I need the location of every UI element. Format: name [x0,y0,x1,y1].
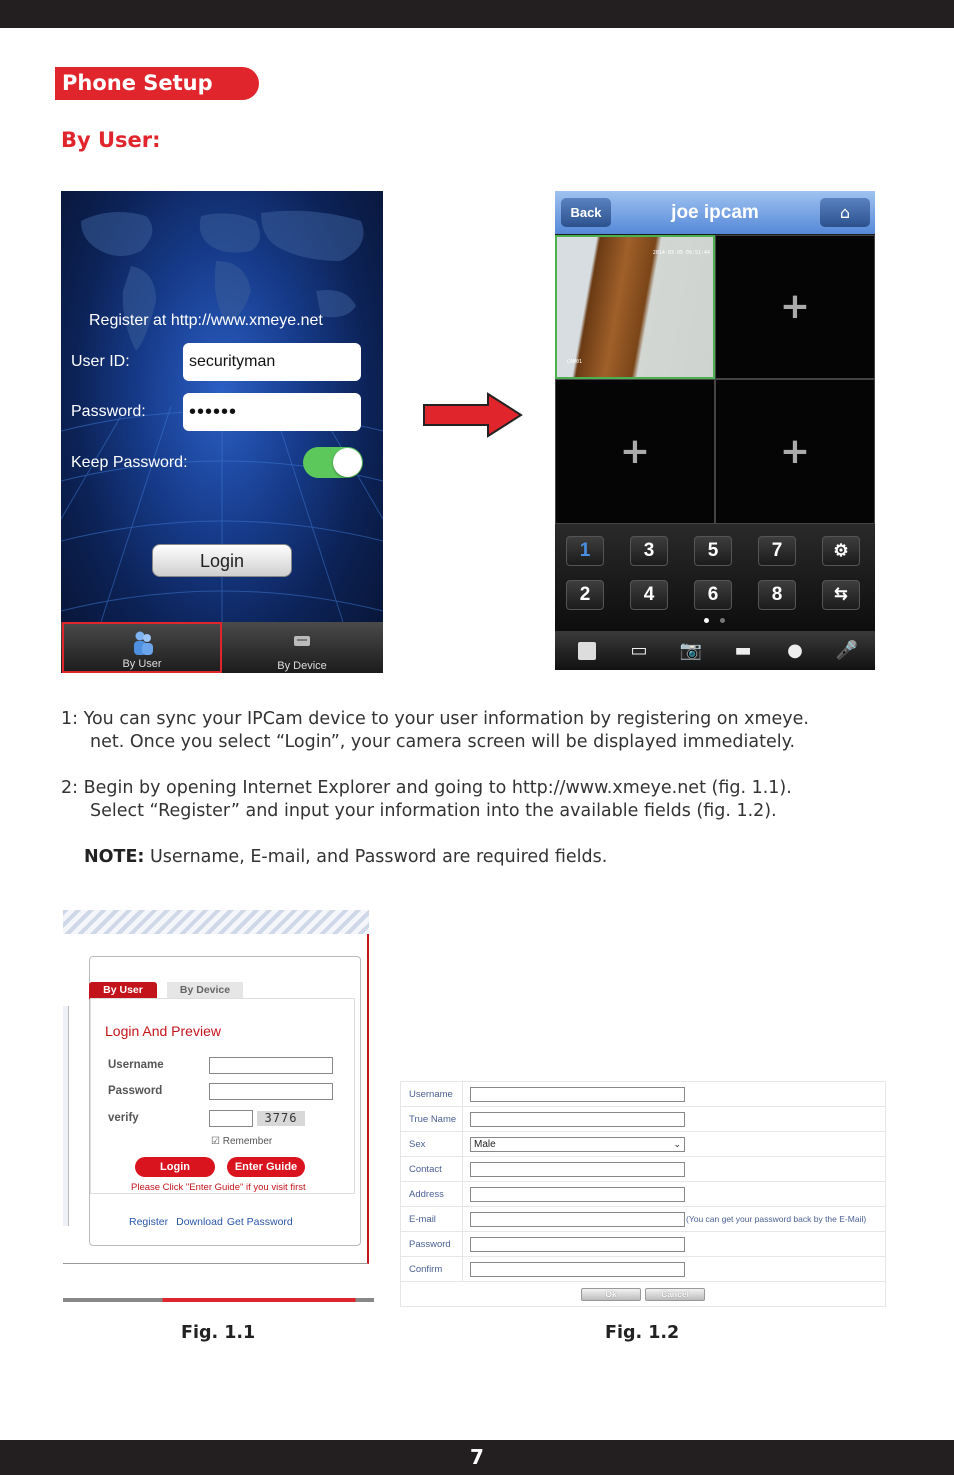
register-text: Register at http://www.xmeye.net [89,312,323,329]
top-bar [0,0,954,28]
note-text: Username, E-mail, and Password are required fields. [144,847,608,867]
true-name-label: True Name [409,1114,457,1125]
step-1 [61,708,809,754]
row-confirm [401,1257,885,1282]
sex-value: Male [474,1139,496,1150]
row-email [401,1207,885,1232]
password-input[interactable] [470,1237,685,1252]
section-title: Phone Setup [55,67,259,100]
email-hint: (You can get your password back by the E-Mail) [686,1214,867,1224]
username-label: Username [108,1059,164,1071]
empty-channel-3[interactable] [555,379,715,524]
username-input[interactable] [209,1057,333,1074]
first-visit-hint: Please Click "Enter Guide" if you visit first [131,1182,306,1193]
switch-arrows-icon[interactable]: ⇆ [822,580,860,610]
user-id-field[interactable]: securityman [183,343,361,381]
password-label: Password: [71,403,146,420]
side-panel [63,1006,69,1226]
tab-by-device[interactable]: By Device [167,982,243,999]
page-dot [720,618,725,623]
note-label: NOTE: [84,847,145,867]
toggle-knob [333,448,362,477]
plus-icon: + [779,286,811,327]
verify-input[interactable] [209,1110,253,1127]
checkbox-icon: ☑ [211,1136,220,1147]
building-banner [63,910,369,934]
row-password [401,1232,885,1257]
home-icon[interactable]: ⌂ [820,198,870,227]
confirm-input[interactable] [470,1262,685,1277]
email-label: E-mail [409,1214,436,1225]
camera-title: joe ipcam [671,202,759,223]
login-title: Login And Preview [105,1023,221,1039]
users-icon [132,630,154,656]
cancel-button[interactable]: Cancel [645,1288,705,1301]
verify-label: verify [108,1112,139,1124]
login-button[interactable]: Login [135,1157,215,1177]
bulb-icon[interactable]: ● [787,640,803,661]
username-input[interactable] [470,1087,685,1102]
captcha-image: 3776 [257,1111,305,1126]
login-button[interactable]: Login [152,544,292,577]
row-sex [401,1132,885,1157]
stop-icon[interactable] [575,639,599,663]
email-input[interactable] [470,1212,685,1227]
chevron-down-icon: ⌄ [673,1139,681,1149]
password-input[interactable] [209,1083,333,1100]
key-8[interactable]: 8 [758,580,796,610]
figure-1-2-caption: Fig. 1.2 [605,1323,680,1343]
password-label: Password [108,1085,163,1097]
figure-1-2 [400,1081,886,1307]
tab-by-user[interactable]: By User [89,982,157,999]
password-label: Password [409,1239,451,1250]
close-window-icon[interactable]: ▭ [630,640,648,661]
video-icon[interactable]: ▬ [734,640,752,661]
confirm-label: Confirm [409,1264,443,1275]
keep-password-toggle[interactable] [303,447,363,478]
tab-by-user[interactable] [62,622,222,673]
sex-label: Sex [409,1139,426,1150]
camera-channel-label: CAM01 [567,359,583,365]
step-2-line-1: 2: Begin by opening Internet Explorer and going to http://www.xmeye.net (fig. 1.1). [61,778,792,798]
true-name-input[interactable] [470,1112,685,1127]
step-2-line-2: Select “Register” and input your information into the available fields (fig. 1.2). [90,801,777,821]
note [84,846,607,869]
tab-by-device[interactable] [222,622,382,673]
empty-channel-4[interactable] [715,379,875,524]
step-2 [61,777,792,823]
plus-icon: + [619,430,651,472]
key-7[interactable]: 7 [758,536,796,566]
row-contact [401,1157,885,1182]
remember-checkbox[interactable] [211,1136,272,1147]
address-label: Address [409,1189,444,1200]
back-button[interactable]: Back [561,198,611,227]
key-1[interactable]: 1 [566,536,604,566]
keep-password-label: Keep Password: [71,454,188,471]
register-link[interactable]: Register [129,1216,169,1228]
camera-toolbar [555,631,875,670]
sex-select[interactable] [470,1137,685,1152]
row-username [401,1082,885,1107]
device-icon [292,634,312,648]
row-address [401,1182,885,1207]
figure-1-1-caption: Fig. 1.1 [181,1323,256,1343]
contact-label: Contact [409,1164,442,1175]
footer-links [129,1216,301,1228]
page-dot-active [704,618,709,623]
camera-timestamp: 2014-03-05 09:51:44 [652,250,710,256]
key-6[interactable]: 6 [694,580,732,610]
tab-by-device-label: By Device [277,660,327,672]
camera-header [555,191,875,234]
remember-label: Remember [222,1136,273,1147]
right-arrow-icon [422,392,524,438]
phone-login-screenshot [61,191,383,673]
step-1-line-1: 1: You can sync your IPCam device to your user information by registering on xmeye. [61,709,809,729]
phone-camera-screenshot [555,191,875,670]
contact-input[interactable] [470,1162,685,1177]
figure-1-1 [63,910,374,1312]
address-input[interactable] [470,1187,685,1202]
camera-feed[interactable] [555,235,715,379]
row-true-name [401,1107,885,1132]
user-id-label: User ID: [71,353,130,370]
settings-gear-icon[interactable]: ⚙ [822,536,860,566]
plus-icon: + [779,430,811,472]
phone-tab-bar [61,622,383,673]
tab-by-user-label: By User [122,658,162,670]
key-4[interactable]: 4 [630,580,668,610]
username-label: Username [409,1089,453,1100]
page-number: 7 [470,1445,484,1469]
key-5[interactable]: 5 [694,536,732,566]
empty-channel-2[interactable] [715,235,875,379]
microphone-icon[interactable]: 🎤 [835,640,859,661]
password-field[interactable]: •••••• [183,393,361,431]
step-1-line-2: net. Once you select “Login”, your camera screen will be displayed immediately. [90,732,796,752]
download-link[interactable]: Download [176,1216,223,1228]
key-2[interactable]: 2 [566,580,604,610]
browser-bottom-bar [63,1298,374,1302]
camera-icon[interactable]: 📷 [679,640,703,661]
channel-keypad [555,524,875,631]
get-password-link[interactable]: Get Password [226,1216,293,1228]
subheading: By User: [61,128,161,152]
key-3[interactable]: 3 [630,536,668,566]
enter-guide-button[interactable]: Enter Guide [227,1157,305,1177]
ok-button[interactable]: Ok [581,1288,641,1301]
